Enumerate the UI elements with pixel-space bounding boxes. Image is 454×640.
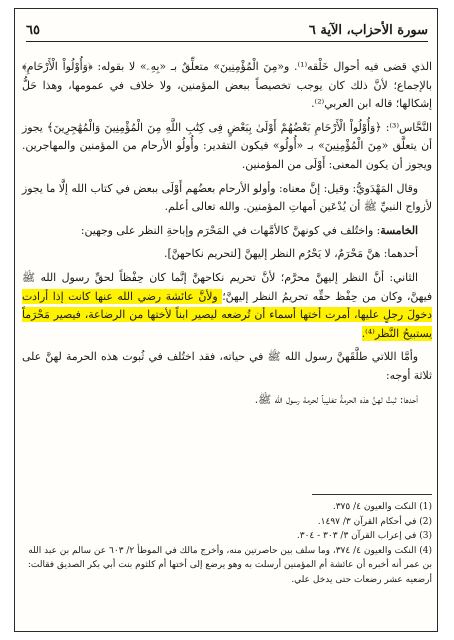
footnotes (22, 500, 432, 588)
paragraph-4-text: : واختُلف في كونهنَّ كالأمَّهات في المَحْرَم وإباحةِ النظر على وجهين: (80, 223, 381, 237)
section-label: الخامسة (380, 223, 418, 237)
footnote-1: (1) النكت والعيون ٤/ ٣٧٥. (332, 502, 432, 512)
paragraph-5: أحدهما: هنَّ مَحْرَمٌ، لا يَحْرُم النظر إليهنَّ [لتحريم نكاحهنَّ]. (164, 247, 418, 261)
paragraph-8: أحدها: ثبتُ لهنَّ هذه الحرمةُ تغليباً لحرمة رسول الله ﷺ. (254, 392, 418, 406)
page-number: ٦٥ (26, 23, 40, 38)
footnote-3: (3) في إعراب القرآن ٣/ ٣٠٣ - ٣٠٤. (296, 531, 432, 542)
footnote-divider (312, 494, 432, 495)
paragraph-3: وقال المَهْدَويُّ: وقيل: إنَّ معناه: وأولو الأرحام بعضُهم أَوْلَى ببعض في كتاب الله إلَّا ما يجوز لأزواج النبيِّ ﷺ أن يُدْعَين أمهاتِ المؤمنين. والله تعالى أعلم. (22, 181, 432, 214)
paragraph-6 (22, 269, 432, 343)
footnote-4: (4) النكت والعيون ٤/ ٣٧٤، وما سلف بين حاصرتين منه، وأخرج مالك في الموطأ ٢/ ٦٠٣ عن سالم بن عبد الله بن عمر أنه أخبره أن عائشة أم المؤمنين أرسلت به وهو يرضع إلى أختها أم كلثوم بنت أبي بكر الصديق فقالت: أرضعيه عشر رضعات حتى يدخل علي. (27, 545, 432, 585)
paragraph-4 (22, 222, 432, 241)
paragraph-2: النَّحَّاس⁽³⁾: ﴿وَأُوْلُواْ الْأَرْحَامِ بَعْضُهُمْ أَوْلَىٰ بِبَعْضٍ فِى كِتَٰبِ اللَّهِ مِنَ الْمُؤْمِنِينَ وَالْمُهَٰجِرِينَ﴾ يجوز أن يتعلَّق «مِنَ الْمُؤْمِنِينَ» بـ «أُولُو» فيكون التقدير: وأُولُو الأرحام من المؤمنين والمهاجرين. ويجوز أن يكون المعنى: أَوْلَى من المؤمنين. (22, 120, 432, 171)
paragraph-6-text: الثاني: أنَّ النظر إليهنَّ محرَّم؛ لأنَّ تحريم نكاحهنَّ إنَّما كان حِفْظاً لحقِّ رسول الله ﷺ فيهنَّ، وكان من حِفْظ حقِّه تحريمُ النظر إليهنَّ؛ (22, 270, 432, 303)
paragraph-7: وأمَّا اللاتي طلَّقَهنَّ رسول الله ﷺ في حياته، فقد اختُلف في ثُبوت هذه الحرمة لهنَّ على ثلاثة أوجه: (22, 350, 432, 382)
highlighted-passage: ولأنَّ عائشة رضي الله عنها كانت إذا أرادت دخولَ رجلٍ عليها، أمرت أختها أسماء أن تُرضعه ليصير ابناً لأختها من الرضاعة، فيصير مَحْرَماً يستبيحُ النَّظر⁽⁴⁾. (22, 289, 432, 340)
footnote-2: (2) في أحكام القرآن ٣/ ١٤٩٧. (317, 516, 432, 527)
paragraph-1: الذي قضى فيه أحوال خَلْقه⁽¹⁾. و«مِنَ الْمُؤْمِنِينَ» متعلِّقٌ بـ «بِهِۦ» لا بقوله: ﴿وَأُوْلُواْ الْأَرْحَامِ﴾ بالإجماع؛ لأنَّ ذلك كان يوجب تخصيصاً ببعض المؤمنين، ولا خلاف في عمومها، وهذا حَلُّ إشكالها؛ قاله ابن العربي⁽²⁾. (22, 60, 432, 111)
page-body (22, 58, 432, 414)
page-header (26, 12, 428, 42)
surah-title: سورة الأحزاب، الآية ٦ (308, 23, 428, 38)
